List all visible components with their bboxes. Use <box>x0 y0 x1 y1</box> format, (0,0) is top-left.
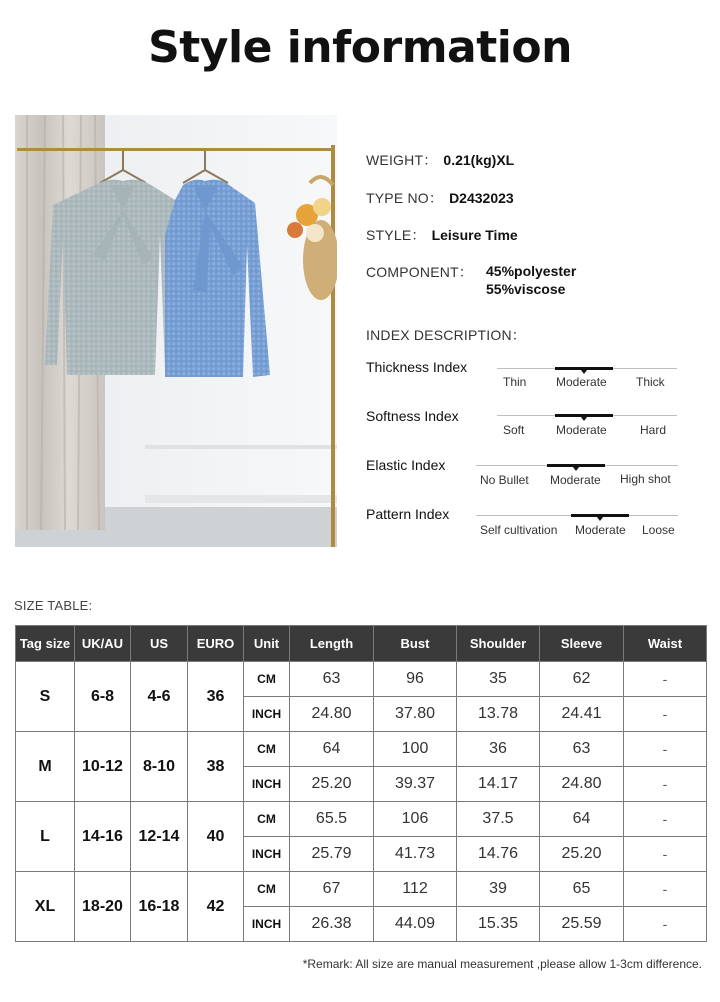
softness-option-2: Moderate <box>556 423 607 437</box>
header-unit: Unit <box>244 626 290 662</box>
shoulder-cell: 14.17 <box>457 767 540 802</box>
sleeve-cell: 25.20 <box>540 837 624 872</box>
weight-label: WEIGHT： <box>366 152 438 168</box>
shoulder-cell: 39 <box>457 872 540 907</box>
waist-cell: - <box>624 697 707 732</box>
component-line-1: 45%polyester <box>486 263 577 279</box>
euro-cell: 42 <box>188 872 244 942</box>
table-row <box>16 732 707 767</box>
sleeve-cell: 25.59 <box>540 907 624 942</box>
unit-cm-cell: CM <box>244 872 290 907</box>
length-cell: 25.20 <box>290 767 374 802</box>
us-cell: 8-10 <box>131 732 188 802</box>
pattern-index-label: Pattern Index <box>366 506 450 522</box>
product-photo <box>15 115 337 547</box>
elastic-option-1: No Bullet <box>480 473 529 487</box>
type-label: TYPE NO： <box>366 190 444 206</box>
waist-cell: - <box>624 767 707 802</box>
euro-cell: 36 <box>188 662 244 732</box>
us-cell: 12-14 <box>131 802 188 872</box>
style-spec <box>366 225 518 245</box>
thickness-option-1: Thin <box>503 375 527 389</box>
sleeve-cell: 65 <box>540 872 624 907</box>
remark-note: *Remark: All size are manual measurement ,please allow 1-3cm difference. <box>302 957 702 971</box>
unit-cm-cell: CM <box>244 732 290 767</box>
softness-option-3: Hard <box>640 423 667 437</box>
waist-cell: - <box>624 837 707 872</box>
waist-cell: - <box>624 662 707 697</box>
thickness-option-2: Moderate <box>556 375 607 389</box>
tag-size-cell: S <box>16 662 75 732</box>
type-spec <box>366 188 514 208</box>
shoulder-cell: 14.76 <box>457 837 540 872</box>
elastic-option-2: Moderate <box>550 473 601 487</box>
waist-cell: - <box>624 872 707 907</box>
table-row <box>16 872 707 907</box>
tag-size-cell: L <box>16 802 75 872</box>
size-table <box>15 625 707 942</box>
tag-size-cell: M <box>16 732 75 802</box>
header-length: Length <box>290 626 374 662</box>
size-table-header-row <box>16 626 707 662</box>
component-line-2: 55%viscose <box>486 281 566 297</box>
type-value: D2432023 <box>449 190 514 206</box>
bust-cell: 39.37 <box>374 767 457 802</box>
component-spec <box>366 262 473 282</box>
shoulder-cell: 15.35 <box>457 907 540 942</box>
us-cell: 4-6 <box>131 662 188 732</box>
shoulder-cell: 35 <box>457 662 540 697</box>
uk-au-cell: 18-20 <box>75 872 131 942</box>
unit-cm-cell: CM <box>244 662 290 697</box>
bust-cell: 44.09 <box>374 907 457 942</box>
header-bust: Bust <box>374 626 457 662</box>
waist-cell: - <box>624 907 707 942</box>
us-cell: 16-18 <box>131 872 188 942</box>
sleeve-cell: 63 <box>540 732 624 767</box>
size-table-heading: SIZE TABLE: <box>14 598 93 613</box>
pattern-pointer-icon <box>597 517 603 521</box>
unit-inch-cell: INCH <box>244 697 290 732</box>
uk-au-cell: 10-12 <box>75 732 131 802</box>
table-row <box>16 802 707 837</box>
sleeve-cell: 24.80 <box>540 767 624 802</box>
softness-index-label: Softness Index <box>366 408 459 424</box>
header-sleeve: Sleeve <box>540 626 624 662</box>
unit-inch-cell: INCH <box>244 837 290 872</box>
bust-cell: 37.80 <box>374 697 457 732</box>
index-description-heading: INDEX DESCRIPTION： <box>366 327 526 343</box>
unit-cm-cell: CM <box>244 802 290 837</box>
header-shoulder: Shoulder <box>457 626 540 662</box>
euro-cell: 38 <box>188 732 244 802</box>
elastic-option-3: High shot <box>620 472 671 486</box>
sleeve-cell: 62 <box>540 662 624 697</box>
thickness-index-label: Thickness Index <box>366 359 468 375</box>
header-tag-size: Tag size <box>16 626 75 662</box>
shoulder-cell: 36 <box>457 732 540 767</box>
thickness-option-3: Thick <box>636 375 665 389</box>
unit-inch-cell: INCH <box>244 767 290 802</box>
elastic-pointer-icon <box>573 467 579 471</box>
euro-cell: 40 <box>188 802 244 872</box>
length-cell: 63 <box>290 662 374 697</box>
softness-pointer-icon <box>581 417 587 421</box>
uk-au-cell: 6-8 <box>75 662 131 732</box>
table-row <box>16 662 707 697</box>
pattern-option-1: Self cultivation <box>480 523 558 537</box>
waist-cell: - <box>624 802 707 837</box>
bust-cell: 96 <box>374 662 457 697</box>
sleeve-cell: 24.41 <box>540 697 624 732</box>
length-cell: 24.80 <box>290 697 374 732</box>
blouses-on-rack-image <box>15 115 337 547</box>
thickness-pointer-icon <box>581 370 587 374</box>
length-cell: 25.79 <box>290 837 374 872</box>
shoulder-cell: 37.5 <box>457 802 540 837</box>
bust-cell: 100 <box>374 732 457 767</box>
page-title: Style information <box>148 22 572 73</box>
weight-value: 0.21(kg)XL <box>443 152 515 168</box>
pattern-option-3: Loose <box>642 523 675 537</box>
bust-cell: 41.73 <box>374 837 457 872</box>
header-us: US <box>131 626 188 662</box>
weight-spec <box>366 150 514 170</box>
component-values <box>486 262 576 298</box>
bust-cell: 112 <box>374 872 457 907</box>
waist-cell: - <box>624 732 707 767</box>
header-uk-au: UK/AU <box>75 626 131 662</box>
style-value: Leisure Time <box>431 227 518 243</box>
pattern-option-2: Moderate <box>575 523 626 537</box>
sleeve-cell: 64 <box>540 802 624 837</box>
length-cell: 65.5 <box>290 802 374 837</box>
softness-option-1: Soft <box>503 423 525 437</box>
component-label: COMPONENT： <box>366 264 473 280</box>
tag-size-cell: XL <box>16 872 75 942</box>
unit-inch-cell: INCH <box>244 907 290 942</box>
uk-au-cell: 14-16 <box>75 802 131 872</box>
length-cell: 67 <box>290 872 374 907</box>
length-cell: 26.38 <box>290 907 374 942</box>
length-cell: 64 <box>290 732 374 767</box>
header-euro: EURO <box>188 626 244 662</box>
bust-cell: 106 <box>374 802 457 837</box>
header-waist: Waist <box>624 626 707 662</box>
elastic-index-label: Elastic Index <box>366 457 446 473</box>
style-label: STYLE： <box>366 227 426 243</box>
shoulder-cell: 13.78 <box>457 697 540 732</box>
